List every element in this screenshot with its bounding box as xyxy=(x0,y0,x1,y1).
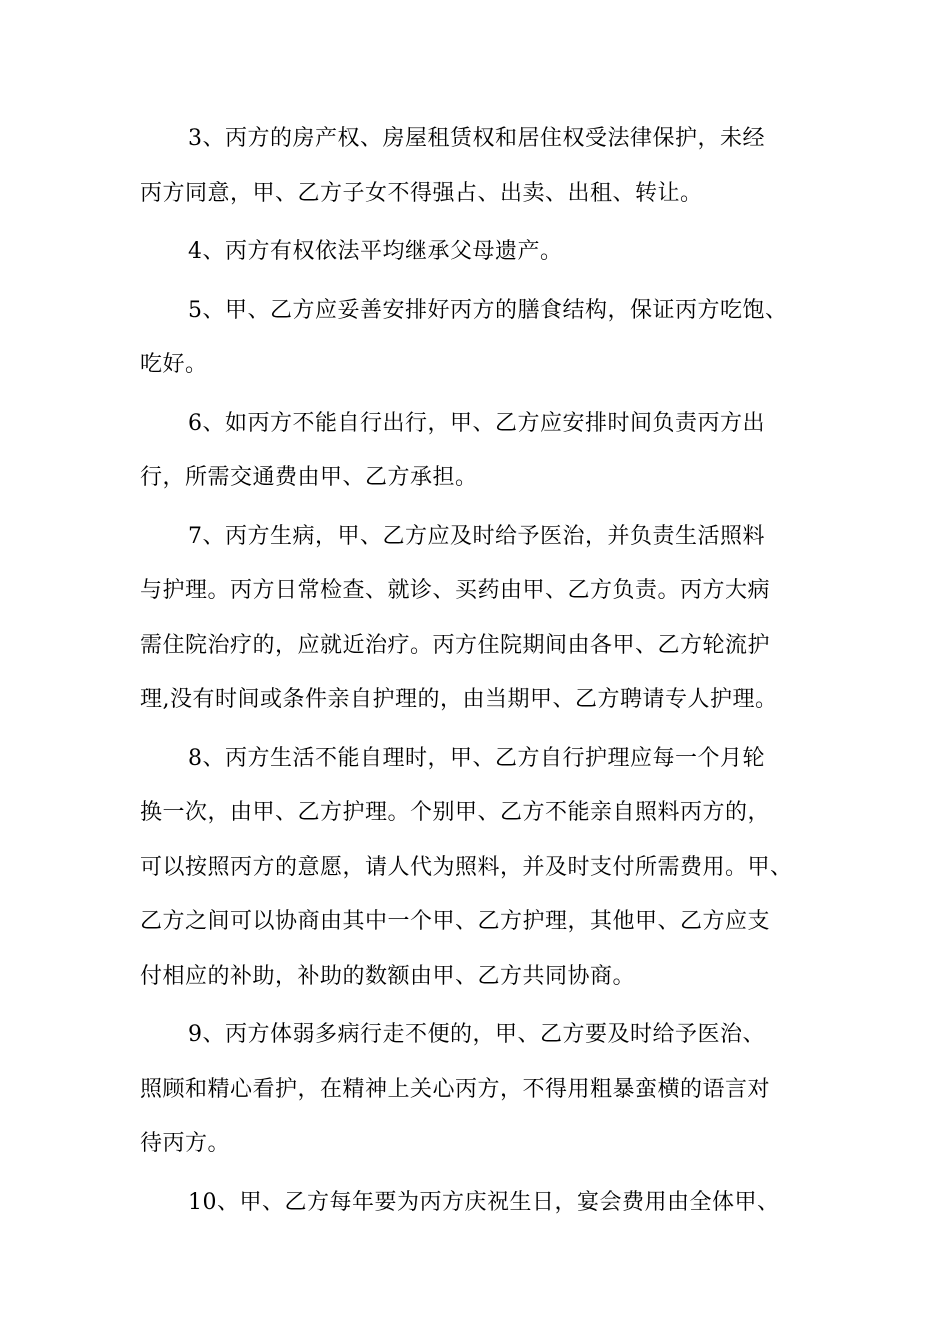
text-line: 5、甲、乙方应妥善安排好丙方的膳食结构，保证丙方吃饱、 xyxy=(188,297,788,323)
text-line: 9、丙方体弱多病行走不便的，甲、乙方要及时给予医治、 xyxy=(188,1022,765,1047)
text-line: 10、甲、乙方每年要为丙方庆祝生日，宴会费用由全体甲、 xyxy=(188,1189,780,1215)
text-line: 乙方之间可以协商由其中一个甲、乙方护理，其他甲、乙方应支 xyxy=(140,909,771,934)
paragraph-clause-4 xyxy=(140,225,840,280)
text-line: 换一次，由甲、乙方护理。个别甲、乙方不能亲自照料丙方的， xyxy=(140,800,771,825)
paragraph-clause-5 xyxy=(140,284,840,393)
paragraph-clause-10 xyxy=(140,1176,840,1231)
paragraph-clause-6 xyxy=(140,397,840,506)
text-line: 8、丙方生活不能自理时，甲、乙方自行护理应每一个月轮 xyxy=(188,745,765,771)
text-line: 吃好。 xyxy=(140,352,208,377)
paragraph-clause-9 xyxy=(140,1008,840,1172)
document-page xyxy=(140,112,840,1230)
text-line: 7、丙方生病，甲、乙方应及时给予医治，并负责生活照料 xyxy=(188,523,765,549)
text-line: 可以按照丙方的意愿，请人代为照料，并及时支付所需费用。甲、 xyxy=(140,854,793,880)
paragraph-clause-8 xyxy=(140,732,840,1005)
text-line: 行，所需交通费由甲、乙方承担。 xyxy=(140,465,478,490)
text-line: 付相应的补助，补助的数额由甲、乙方共同协商。 xyxy=(140,963,636,989)
text-line: 4、丙方有权依法平均继承父母遗产。 xyxy=(188,239,563,264)
paragraph-clause-3 xyxy=(140,112,840,221)
text-line: 理,没有时间或条件亲自护理的，由当期甲、乙方聘请专人护理。 xyxy=(140,687,778,712)
text-line: 3、丙方的房产权、房屋租赁权和居住权受法律保护，未经 xyxy=(188,126,765,151)
text-line: 与护理。丙方日常检查、就诊、买药由甲、乙方负责。丙方大病 xyxy=(140,578,771,603)
text-line: 需住院治疗的，应就近治疗。丙方住院期间由各甲、乙方轮流护 xyxy=(140,632,771,658)
text-line: 丙方同意，甲、乙方子女不得强占、出卖、出租、转让。 xyxy=(140,180,703,206)
paragraph-clause-7 xyxy=(140,510,840,728)
text-line: 照顾和精心看护，在精神上关心丙方，不得用粗暴蛮横的语言对 xyxy=(140,1076,771,1102)
text-line: 6、如丙方不能自行出行，甲、乙方应安排时间负责丙方出 xyxy=(188,410,765,436)
text-line: 待丙方。 xyxy=(140,1131,231,1156)
